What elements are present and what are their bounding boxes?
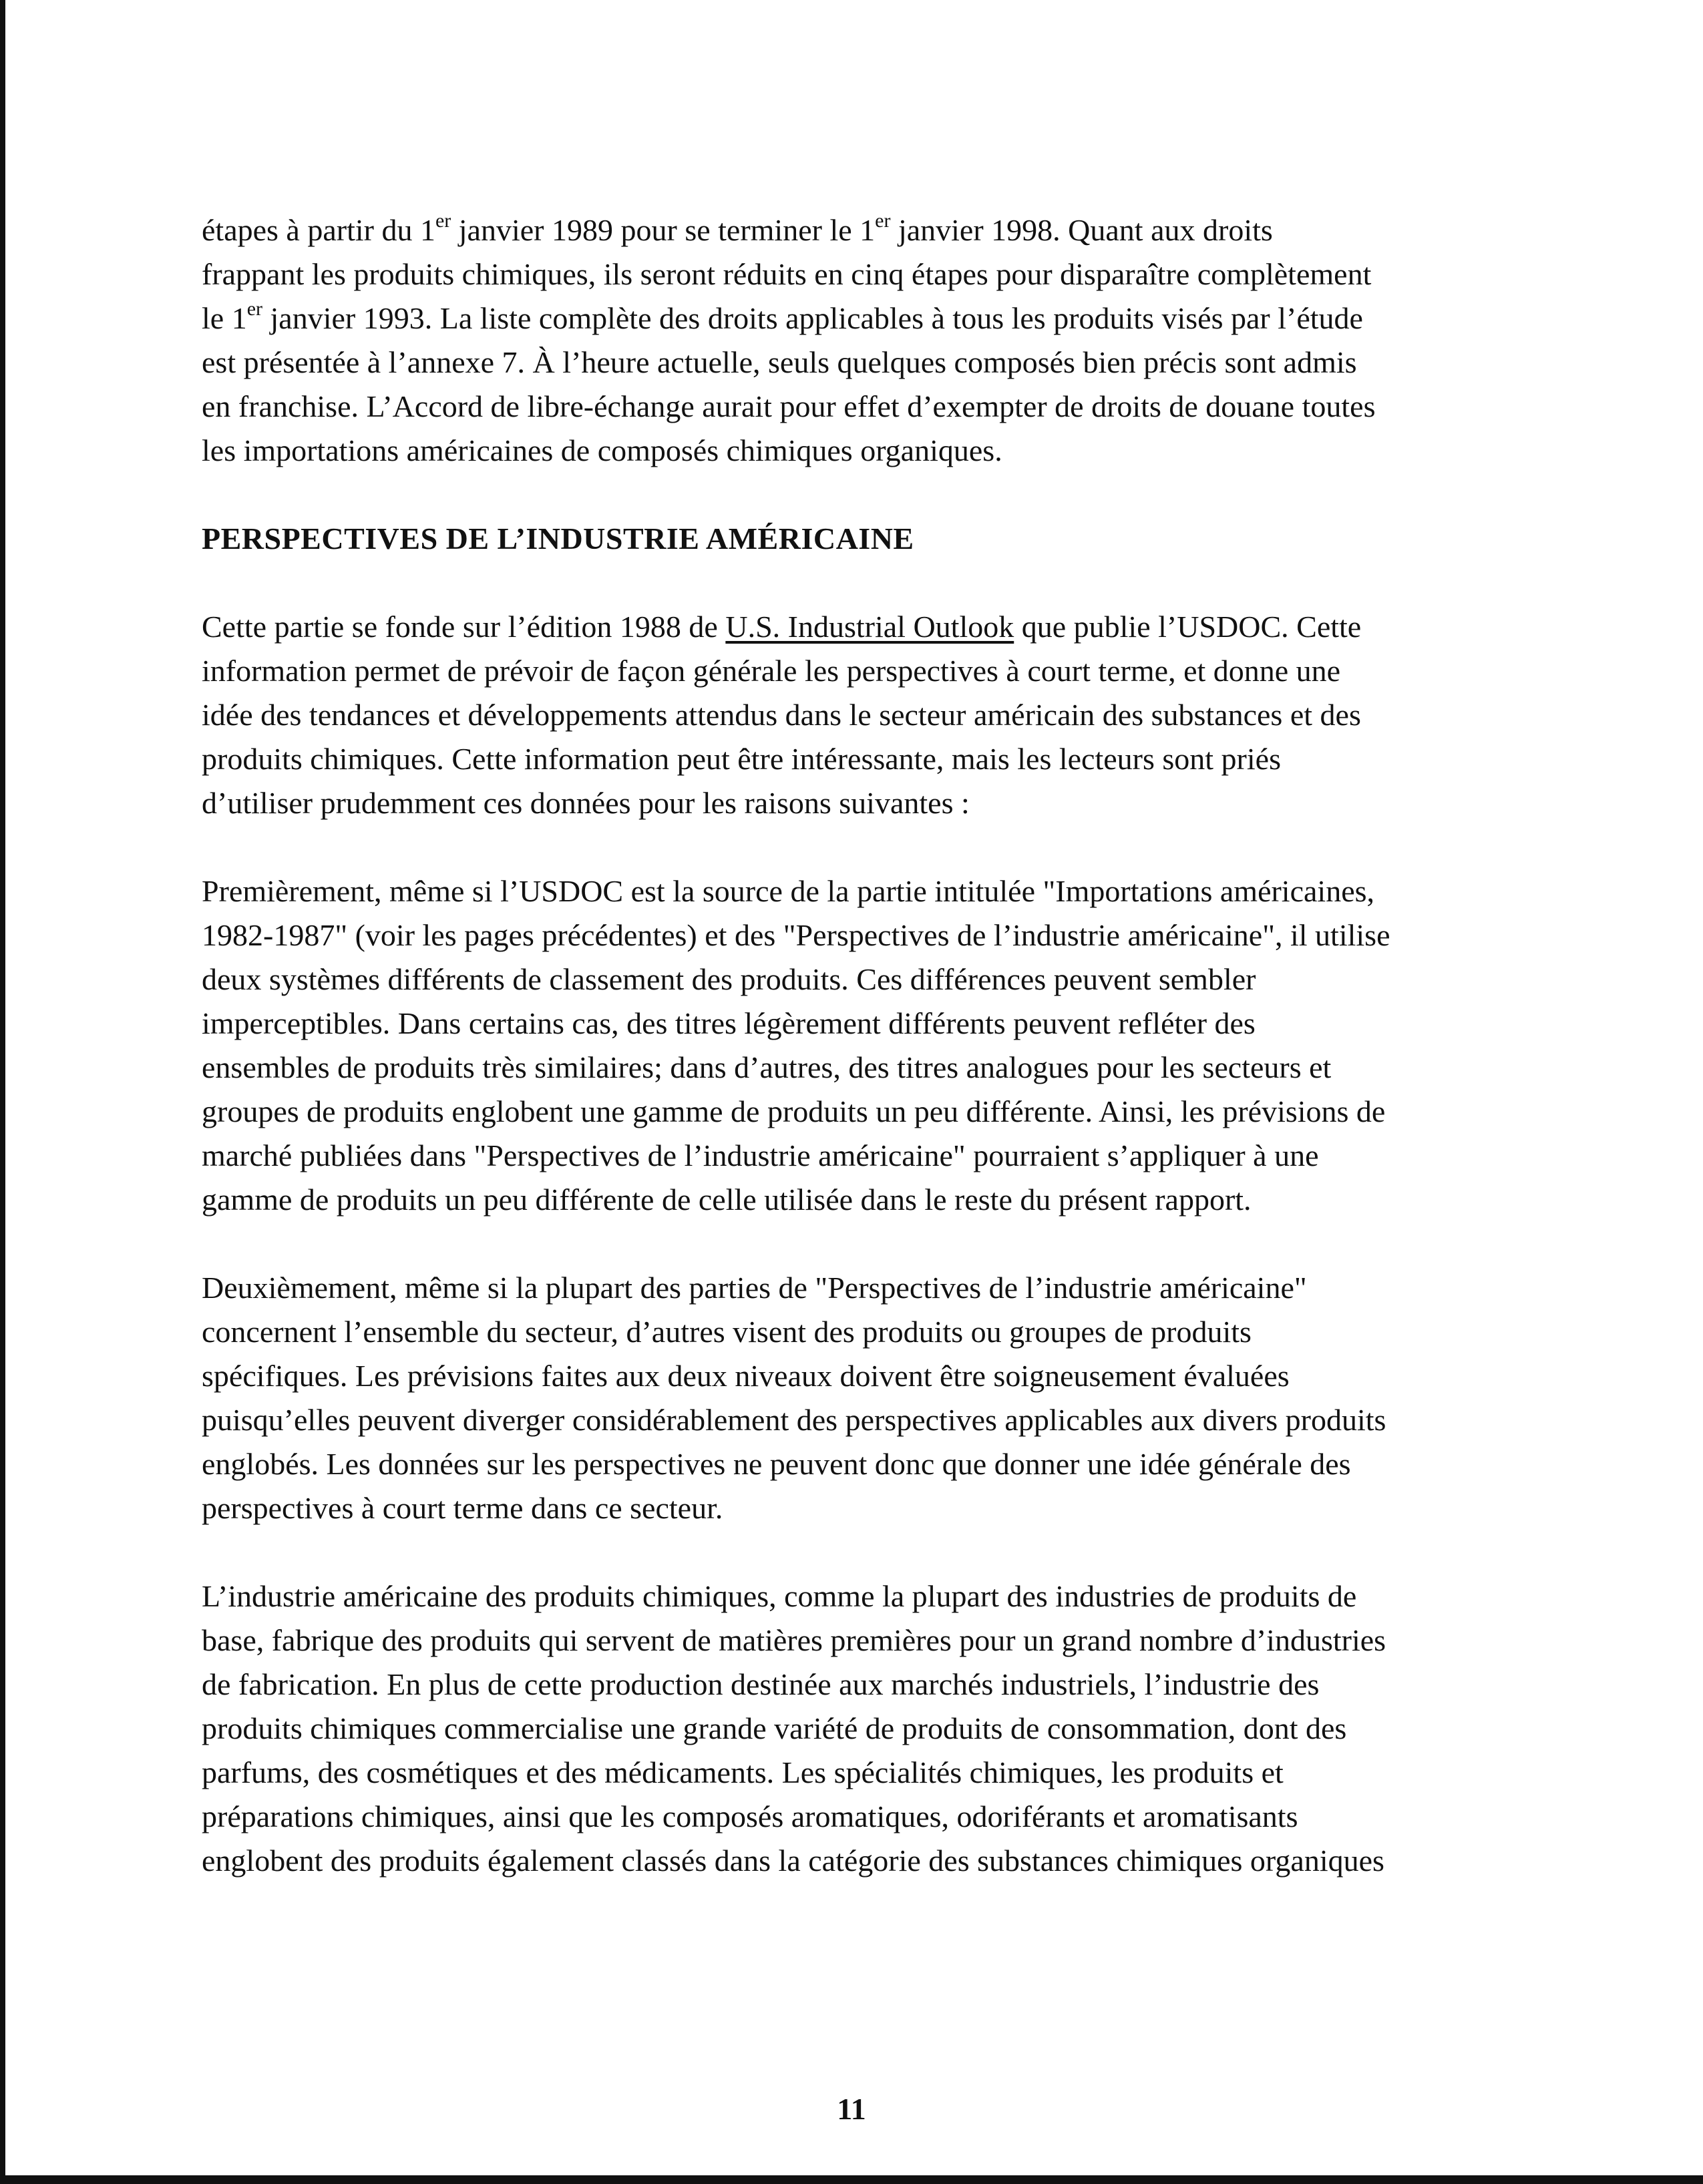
paragraph-tariff-phases (202, 208, 1531, 473)
text-line: puisqu’elles peuvent diverger considérablement des perspectives applicables aux divers produits (202, 1403, 1386, 1437)
text-line: préparations chimiques, ainsi que les composés aromatiques, odoriférants et aromatisants (202, 1799, 1298, 1833)
text-line: gamme de produits un peu différente de celle utilisée dans le reste du présent rapport. (202, 1182, 1252, 1217)
text-line: est présentée à l’annexe 7. À l’heure actuelle, seuls quelques composés bien précis sont admis (202, 345, 1357, 379)
text-line: idée des tendances et développements attendus dans le secteur américain des substances et des (202, 698, 1361, 732)
paragraph-first-reason (202, 869, 1531, 1222)
text-line: englobent des produits également classés dans la catégorie des substances chimiques organiques (202, 1843, 1384, 1878)
paragraph-gap (202, 473, 1531, 517)
text-line: L’industrie américaine des produits chimiques, comme la plupart des industries de produits de (202, 1579, 1357, 1613)
text-line: 1982-1987" (voir les pages précédentes) et des "Perspectives de l’industrie américaine", il utilise (202, 918, 1390, 952)
text-line: deux systèmes différents de classement des produits. Ces différences peuvent sembler (202, 962, 1256, 996)
text-line: étapes à partir du 1er janvier 1989 pour se terminer le 1er janvier 1998. Quant aux droits (202, 210, 1273, 247)
text-line: englobés. Les données sur les perspectives ne peuvent donc que donner une idée générale des (202, 1447, 1351, 1481)
text-line: Cette partie se fonde sur l’édition 1988 de U.S. Industrial Outlook que publie l’USDOC. Cette (202, 610, 1362, 644)
text-line: information permet de prévoir de façon générale les perspectives à court terme, et donne une (202, 654, 1341, 688)
text-line: produits chimiques. Cette information peut être intéressante, mais les lecteurs sont priés (202, 742, 1281, 776)
paragraph-outlook-source (202, 605, 1531, 825)
paragraph-gap (202, 1222, 1531, 1266)
text-line: d’utiliser prudemment ces données pour les raisons suivantes : (202, 786, 970, 820)
text-line: base, fabrique des produits qui servent de matières premières pour un grand nombre d’industries (202, 1623, 1386, 1657)
section-heading: PERSPECTIVES DE L’INDUSTRIE AMÉRICAINE (202, 521, 914, 556)
text-line: perspectives à court terme dans ce secteur. (202, 1491, 723, 1525)
paragraph-gap (202, 1530, 1531, 1574)
text-line: marché publiées dans "Perspectives de l’industrie américaine" pourraient s’appliquer à une (202, 1138, 1319, 1172)
text-line: produits chimiques commercialise une grande variété de produits de consommation, dont des (202, 1711, 1347, 1745)
text-line: frappant les produits chimiques, ils seront réduits en cinq étapes pour disparaître complètement (202, 257, 1372, 291)
page-number: 11 (837, 2092, 866, 2126)
paragraph-second-reason (202, 1266, 1531, 1530)
text-line: le 1er janvier 1993. La liste complète des droits applicables à tous les produits visés par l’étude (202, 298, 1363, 335)
text-line: ensembles de produits très similaires; dans d’autres, des titres analogues pour les secteurs et (202, 1050, 1332, 1084)
scan-edge-bottom (0, 2175, 1703, 2184)
scan-edge-left (0, 0, 5, 2184)
text-line: en franchise. L’Accord de libre-échange aurait pour effet d’exempter de droits de douane toutes (202, 389, 1376, 423)
text-line: Premièrement, même si l’USDOC est la source de la partie intitulée "Importations américaines, (202, 874, 1375, 908)
text-line: spécifiques. Les prévisions faites aux deux niveaux doivent être soigneusement évaluées (202, 1359, 1290, 1393)
text-line: parfums, des cosmétiques et des médicaments. Les spécialités chimiques, les produits et (202, 1755, 1284, 1789)
paragraph-gap (202, 561, 1531, 605)
text-line: de fabrication. En plus de cette production destinée aux marchés industriels, l’industrie des (202, 1667, 1320, 1701)
text-line: concernent l’ensemble du secteur, d’autres visent des produits ou groupes de produits (202, 1315, 1252, 1349)
page-content (202, 208, 1531, 1883)
text-line: Deuxièmement, même si la plupart des parties de "Perspectives de l’industrie américaine" (202, 1271, 1307, 1305)
text-line: groupes de produits englobent une gamme de produits un peu différente. Ainsi, les prévisions de (202, 1094, 1386, 1128)
publication-title: U.S. Industrial Outlook (725, 610, 1014, 644)
paragraph-industry-overview (202, 1574, 1531, 1883)
text-line: imperceptibles. Dans certains cas, des titres légèrement différents peuvent refléter des (202, 1006, 1256, 1040)
paragraph-gap (202, 825, 1531, 869)
text-line: les importations américaines de composés chimiques organiques. (202, 433, 1002, 467)
